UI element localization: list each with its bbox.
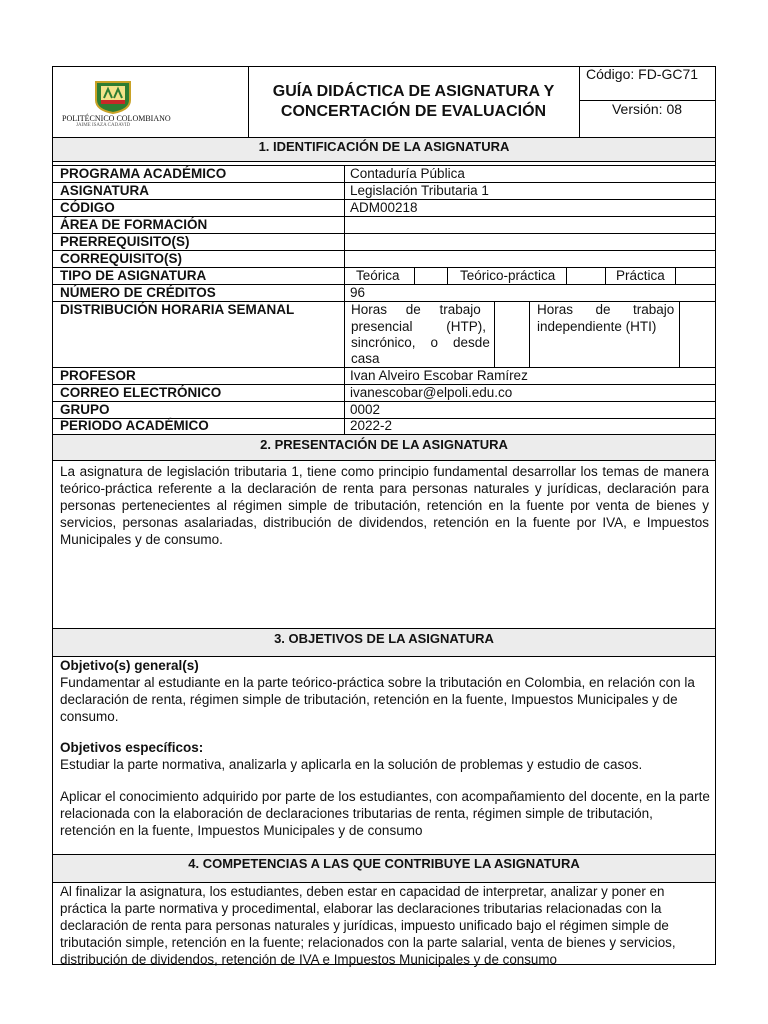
tipo-option-practica: Práctica <box>616 268 665 283</box>
general-objective-text: Fundamentar al estudiante en la parte teórico-práctica sobre la tributación en Colombia, en relación con la declaración de renta, régimen simple de tributación, retención en la fuente, Impuestos Municipales y de consumo. <box>60 675 695 724</box>
specific-objectives-title: Objetivos específicos: <box>60 740 204 755</box>
label-asignatura: ASIGNATURA <box>60 183 149 198</box>
document-code: Código: FD-GC71 <box>586 66 699 82</box>
specific-objective-1: Estudiar la parte normativa, analizarla y aplicarla en la solución de problemas y estudio de casos. <box>60 757 643 772</box>
tipo-option-teorica: Teórica <box>356 268 400 283</box>
institution-logo <box>92 80 134 114</box>
htp-line-2: presencial (HTP), <box>351 319 487 334</box>
section-4-heading: 4. COMPETENCIAS A LAS QUE CONTRIBUYE LA ASIGNATURA <box>188 856 580 871</box>
label-correquisitos: CORREQUISITO(S) <box>60 251 183 266</box>
label-profesor: PROFESOR <box>60 368 136 383</box>
specific-objective-2: Aplicar el conocimiento adquirido por parte de los estudiantes, con acompañamiento del docente, en la parte relacionada con la elaboración de declaraciones tributarias de renta, régimen simple de tributación, retención en la fuente, Impuestos Municipales y de consumo <box>60 789 710 838</box>
hti-line-2: independiente (HTI) <box>537 319 657 334</box>
document-title-line-1: GUÍA DIDÁCTICA DE ASIGNATURA Y <box>272 83 555 100</box>
value-grupo: 0002 <box>350 402 381 417</box>
label-periodo: PERIODO ACADÉMICO <box>60 418 209 433</box>
institution-subname: JAIME ISAZA CADAVID <box>76 123 131 128</box>
htp-line-1: Horas de trabajo <box>351 302 481 317</box>
presentation-text: La asignatura de legislación tributaria 1, tiene como principio fundamental desarrollar los temas de manera teórico-práctica referente a la declaración de renta para personas naturales y jurídicas, declaración para personas pertenecientes al régimen simple de tributación, retención en la fuente por venta de bienes y servicios, personas asalariadas, distribución de dividendos, retención en la fuente por IVA, e Impuestos Municipales y de consumo. <box>60 464 709 547</box>
competencies-text: Al finalizar la asignatura, los estudiantes, deben estar en capacidad de interpretar, analizar y poner en práctica la parte normativa y procedimental, elaborar las declaraciones tributarias relacionadas con la declaración de renta para personas naturales y jurídicas, impuesto unificado bajo el régimen simple de tributación simple, retención en la fuente; relacionados con la parte salarial, venta de bienes y servicios, distribución de dividendos, retención de IVA e Impuestos Municipales y de consumo <box>60 884 676 967</box>
tipo-option-teorico-practica: Teórico-práctica <box>460 268 556 283</box>
label-prerrequisitos: PRERREQUISITO(S) <box>60 234 190 249</box>
htp-line-4: casa <box>351 351 380 366</box>
value-programa: Contaduría Pública <box>350 166 465 181</box>
label-correo: CORREO ELECTRÓNICO <box>60 385 222 400</box>
value-asignatura: Legislación Tributaria 1 <box>350 183 489 198</box>
section-2-heading: 2. PRESENTACIÓN DE LA ASIGNATURA <box>260 437 508 452</box>
value-periodo: 2022-2 <box>350 418 393 433</box>
document-version: Versión: 08 <box>611 101 683 117</box>
section-3-heading: 3. OBJETIVOS DE LA ASIGNATURA <box>274 631 494 646</box>
label-creditos: NÚMERO DE CRÉDITOS <box>60 285 216 300</box>
htp-line-3: sincrónico, o desde <box>351 335 490 350</box>
institution-name: POLITÉCNICO COLOMBIANO <box>62 114 171 123</box>
document-title-line-2: CONCERTACIÓN DE EVALUACIÓN <box>280 103 547 120</box>
label-programa: PROGRAMA ACADÉMICO <box>60 166 227 181</box>
label-codigo: CÓDIGO <box>60 200 115 215</box>
general-objective-title: Objetivo(s) general(s) <box>60 658 199 673</box>
label-distribucion-horaria: DISTRIBUCIÓN HORARIA SEMANAL <box>60 302 295 317</box>
hti-line-1: Horas de trabajo <box>537 302 675 317</box>
value-profesor: Ivan Alveiro Escobar Ramírez <box>350 368 528 383</box>
label-tipo-asignatura: TIPO DE ASIGNATURA <box>60 268 207 283</box>
value-correo: ivanescobar@elpoli.edu.co <box>350 385 513 400</box>
label-area-formacion: ÁREA DE FORMACIÓN <box>60 217 208 232</box>
value-creditos: 96 <box>350 285 366 300</box>
value-codigo: ADM00218 <box>350 200 418 215</box>
section-1-heading: 1. IDENTIFICACIÓN DE LA ASIGNATURA <box>258 139 510 154</box>
label-grupo: GRUPO <box>60 402 110 417</box>
